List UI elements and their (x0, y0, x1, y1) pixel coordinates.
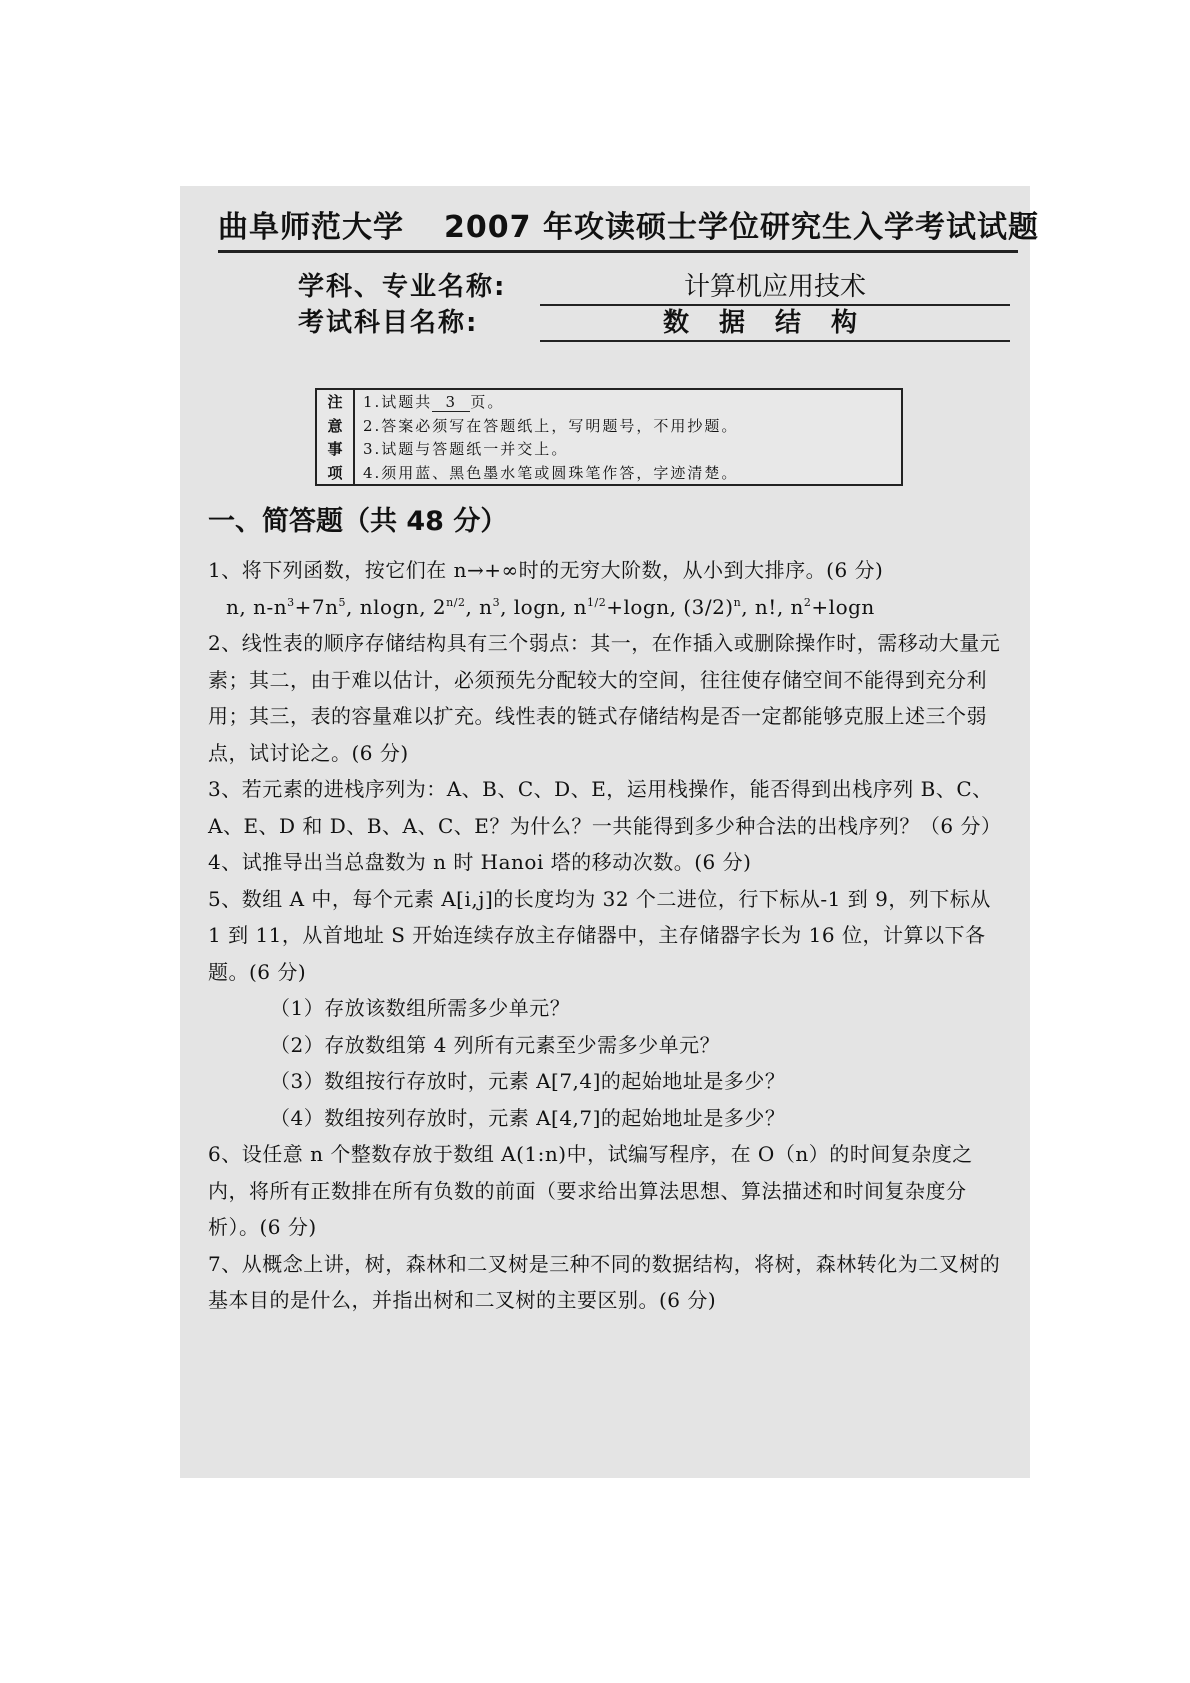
notice-items (355, 390, 901, 484)
exam-title (218, 206, 1039, 253)
notice-char: 注 (327, 393, 343, 412)
question-2: 2、线性表的顺序存储结构具有三个弱点：其一，在作插入或删除操作时，需移动大量元素；其二，由于难以估计，必须预先分配较大的空间，往往使存储空间不能得到充分利用；其三，表的容量难以扩充。线性表的链式存储结构是否一定都能够克服上述三个弱点，试讨论之。(6 分) (208, 631, 1001, 765)
question-list (208, 552, 1010, 1319)
major-label: 学科、专业名称: (298, 272, 507, 302)
major-value: 计算机应用技术 (540, 270, 1010, 306)
question-1-functions: n, $n-n^3+7n^5$, nlogn, $2^{n/2}$, $n^3$, logn, $n^{1/2}+\log n$, $(3/2)^n$, n!, $n^2+\log n$ (226, 594, 875, 619)
question-7: 7、从概念上讲，树，森林和二叉树是三种不同的数据结构，将树，森林转化为二叉树的基本目的是什么，并指出树和二叉树的主要区别。(6 分) (208, 1251, 1001, 1312)
notice-item-3: 3.试题与答题纸一并交上。 (363, 440, 569, 459)
section-title: 一、简答题（共 48 分） (208, 506, 508, 537)
notice-item-4: 4.须用蓝、黑色墨水笔或圆珠笔作答，字迹清楚。 (363, 463, 739, 482)
subject-value: 数据结构 (540, 306, 1010, 342)
question-5: 5、数组 A 中，每个元素 A[i,j]的长度均为 32 个二进位，行下标从-1 到 9，列下标从 1 到 11，从首地址 S 开始连续存放主存储器中，主存储器字长为 16 位，计算以下各题。(6 分) (208, 886, 991, 984)
question-5-sub: （3）数组按行存放时，元素 A[7,4]的起始地址是多少？ (270, 1069, 786, 1093)
notice-box (315, 388, 903, 486)
question-5-sub: （4）数组按列存放时，元素 A[4,7]的起始地址是多少？ (270, 1105, 786, 1130)
question-1: 1、将下列函数，按它们在 n→+∞时的无穷大阶数，从小到大排序。(6 分) (208, 558, 884, 582)
notice-char: 项 (327, 463, 343, 482)
notice-side-label (317, 390, 355, 484)
notice-item-2: 2.答案必须写在答题纸上，写明题号，不用抄题。 (363, 416, 739, 435)
exam-page-scan (180, 186, 1039, 1478)
question-5-sub: （2）存放数组第 4 列所有元素至少需多少单元？ (270, 1032, 721, 1057)
page-count: 3 (432, 393, 470, 412)
subject-label: 考试科目名称: (298, 308, 479, 338)
question-4: 4、试推导出当总盘数为 n 时 Hanoi 塔的移动次数。(6 分) (208, 850, 752, 874)
question-6: 6、设任意 n 个整数存放于数组 A(1:n)中，试编写程序，在 O（n）的时间复杂度之内，将所有正数排在所有负数的前面（要求给出算法思想、算法描述和时间复杂度分析）。(6 分) (208, 1142, 973, 1239)
question-3: 3、若元素的进栈序列为：A、B、C、D、E，运用栈操作，能否得到出栈序列 B、C、A、E、D 和 D、B、A、C、E？为什么？一共能得到多少种合法的出栈序列？（6 分） (208, 777, 1002, 838)
notice-char: 意 (327, 416, 343, 435)
school-name: 曲阜师范大学 (218, 210, 404, 245)
notice-char: 事 (327, 440, 343, 459)
notice-item-1: 1.试题共 3 页。 (363, 393, 505, 412)
question-5-sub: （1）存放该数组所需多少单元？ (270, 996, 571, 1020)
exam-heading: 2007 年攻读硕士学位研究生入学考试试题 (444, 210, 1039, 245)
